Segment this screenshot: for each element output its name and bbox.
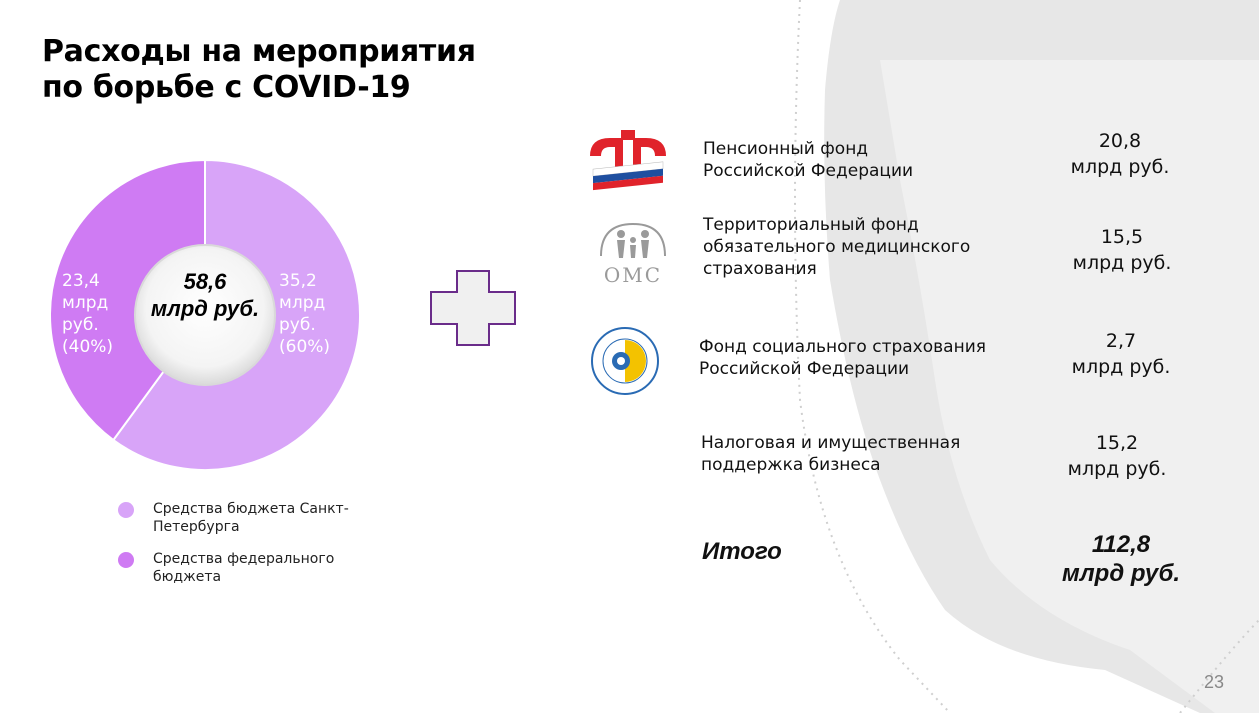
- legend-item-regional: [118, 500, 403, 536]
- total-value: [1036, 530, 1206, 588]
- fund-name-line: Фонд социального страхования: [699, 337, 986, 357]
- donut-total-value: 58,6: [183, 269, 227, 294]
- fund-name-line: страхования: [703, 259, 817, 279]
- fund-value-number: 15,5: [1100, 226, 1144, 248]
- fund-value-number: 2,7: [1105, 330, 1137, 352]
- fund-value-unit: млрд руб.: [1067, 458, 1167, 480]
- page-title-line1: Расходы на мероприятия: [42, 34, 476, 69]
- fund-value-number: 20,8: [1098, 130, 1142, 152]
- fund-name-line: Российской Федерации: [703, 161, 914, 181]
- fund-value-number: 15,2: [1095, 432, 1139, 454]
- pfr-logo-icon: [585, 126, 671, 192]
- fund-name-pfr: [703, 138, 913, 182]
- fund-name-line: Российской Федерации: [699, 359, 910, 379]
- legend-swatch: [118, 552, 134, 568]
- total-value-number: 112,8: [1091, 531, 1151, 558]
- fund-value-unit: млрд руб.: [1070, 156, 1170, 178]
- page-number: 23: [1204, 672, 1225, 692]
- slice-label-line: 35,2: [279, 271, 317, 291]
- plus-icon: [430, 270, 516, 346]
- fund-name-line: Пенсионный фонд: [703, 139, 869, 159]
- oms-logo-text: ОМС: [603, 263, 663, 287]
- fund-name-line: поддержка бизнеса: [701, 455, 881, 475]
- fund-name-line: обязательного медицинского: [703, 237, 971, 257]
- total-label: Итого: [702, 538, 782, 565]
- donut-total-label: [136, 268, 274, 322]
- legend-label: Средства федерального бюджета: [153, 551, 335, 585]
- fss-logo-icon: [590, 326, 660, 396]
- fund-value-tax: [1042, 430, 1192, 482]
- slice-label-line: руб.: [279, 315, 316, 335]
- legend-label: Средства бюджета Санкт-Петербурга: [153, 501, 349, 535]
- slice-label-line: (40%): [62, 337, 114, 357]
- fund-value-oms: [1047, 224, 1197, 276]
- oms-logo: [593, 218, 673, 288]
- legend-swatch: [118, 502, 134, 518]
- slice-label-line: 23,4: [62, 271, 100, 291]
- chart-legend: [118, 500, 403, 600]
- slice-label-federal: [62, 270, 113, 358]
- slice-label-line: (60%): [279, 337, 331, 357]
- family-icon: [593, 218, 673, 264]
- fund-value-unit: млрд руб.: [1071, 356, 1171, 378]
- slice-label-regional: [279, 270, 330, 358]
- fund-name-line: Территориальный фонд: [703, 215, 919, 235]
- page-title-line2: по борьбе с COVID-19: [42, 70, 411, 105]
- total-value-unit: млрд руб.: [1061, 560, 1181, 587]
- fund-name-line: Налоговая и имущественная: [701, 433, 961, 453]
- slice-label-line: руб.: [62, 315, 99, 335]
- fund-name-oms: [703, 214, 970, 280]
- page-title: [42, 34, 476, 106]
- donut-total-unit: млрд руб.: [150, 296, 260, 321]
- fund-name-fss: [699, 336, 986, 380]
- fund-value-unit: млрд руб.: [1072, 252, 1172, 274]
- fund-value-pfr: [1045, 128, 1195, 180]
- legend-item-federal: [118, 550, 403, 586]
- fund-value-fss: [1046, 328, 1196, 380]
- fund-name-tax: [701, 432, 960, 476]
- slice-label-line: млрд: [62, 293, 109, 313]
- slice-label-line: млрд: [279, 293, 326, 313]
